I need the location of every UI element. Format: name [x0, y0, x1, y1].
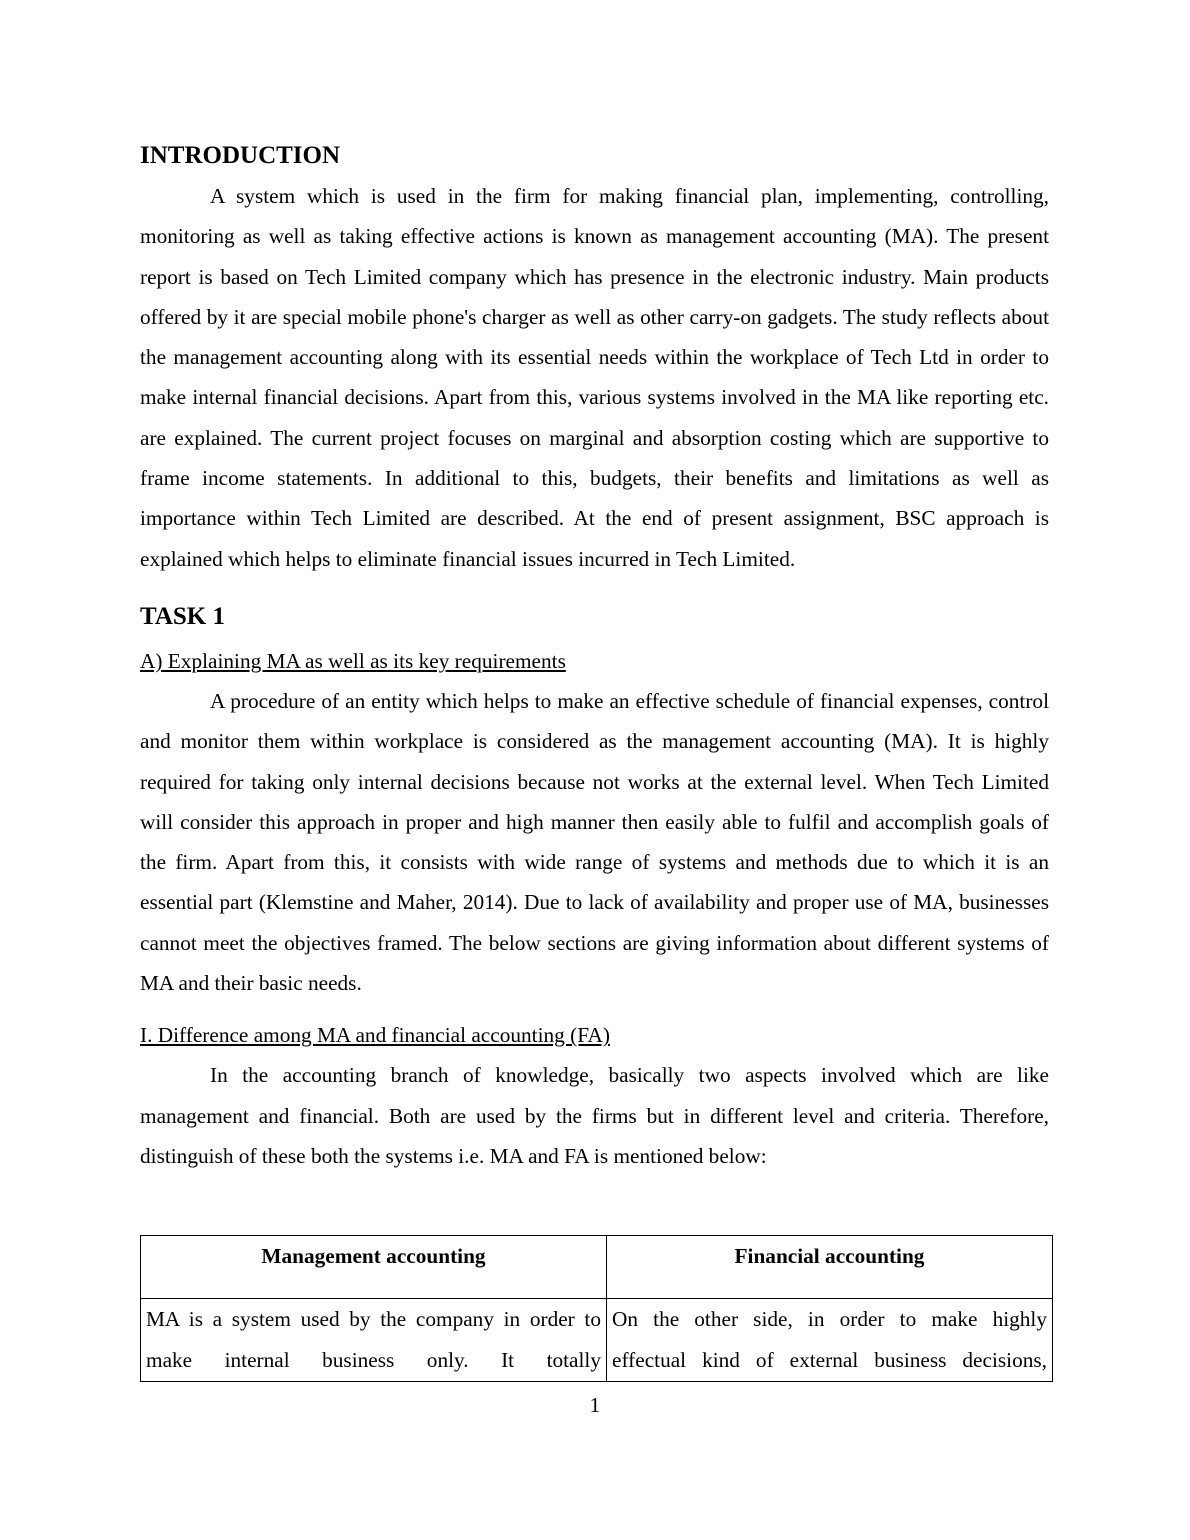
page-content [140, 138, 1049, 1176]
introduction-paragraph: A system which is used in the firm for making financial plan, implementing, controlling, monitoring as well as taking effective actions is known as management accounting (MA). The present report is based on Tech Limited company which has presence in the electronic industry. Main products offered by it are special mobile phone's charger as well as other carry-on gadgets. The study reflects about the management accounting along with its essential needs within the workplace of Tech Ltd in order to make internal financial decisions. Apart from this, various systems involved in the MA like reporting etc. are explained. The current project focuses on marginal and absorption costing which are supportive to frame income statements. In additional to this, budgets, their benefits and limitations as well as importance within Tech Limited are described. At the end of present assignment, BSC approach is explained which helps to eliminate financial issues incurred in Tech Limited. [140, 184, 1049, 571]
table-header-row [141, 1236, 1053, 1299]
table-cell-financial: On the other side, in order to make highly effectual kind of external business decisions, [607, 1299, 1053, 1382]
table-header-management: Management accounting [141, 1236, 607, 1299]
task1-heading: TASK 1 [140, 602, 225, 630]
section-i-title: I. Difference among MA and financial accounting (FA) [140, 1023, 610, 1048]
page-number: 1 [589, 1393, 601, 1417]
table-row [141, 1299, 1053, 1382]
section-a-paragraph: A procedure of an entity which helps to make an effective schedule of financial expenses, control and monitor them within workplace is considered as the management accounting (MA). It is highly required for taking only internal decisions because not works at the external level. When Tech Limited will consider this approach in proper and high manner then easily able to fulfil and accomplish goals of the firm. Apart from this, it consists with wide range of systems and methods due to which it is an essential part (Klemstine and Maher, 2014). Due to lack of availability and proper use of MA, businesses cannot meet the objectives framed. The below sections are giving information about different systems of MA and their basic needs. [140, 688, 1049, 996]
section-a-title: A) Explaining MA as well as its key requirements [140, 648, 566, 673]
table-header-financial: Financial accounting [607, 1236, 1053, 1299]
table-cell-management: MA is a system used by the company in order to make internal business only. It totally [141, 1299, 607, 1382]
comparison-table [140, 1235, 1053, 1382]
introduction-heading: INTRODUCTION [140, 142, 341, 169]
section-i-paragraph: In the accounting branch of knowledge, basically two aspects involved which are like management and financial. Both are used by the firms but in different level and criteria. Therefore, distinguish of these both the systems i.e. MA and FA is mentioned below: [140, 1063, 1049, 1168]
